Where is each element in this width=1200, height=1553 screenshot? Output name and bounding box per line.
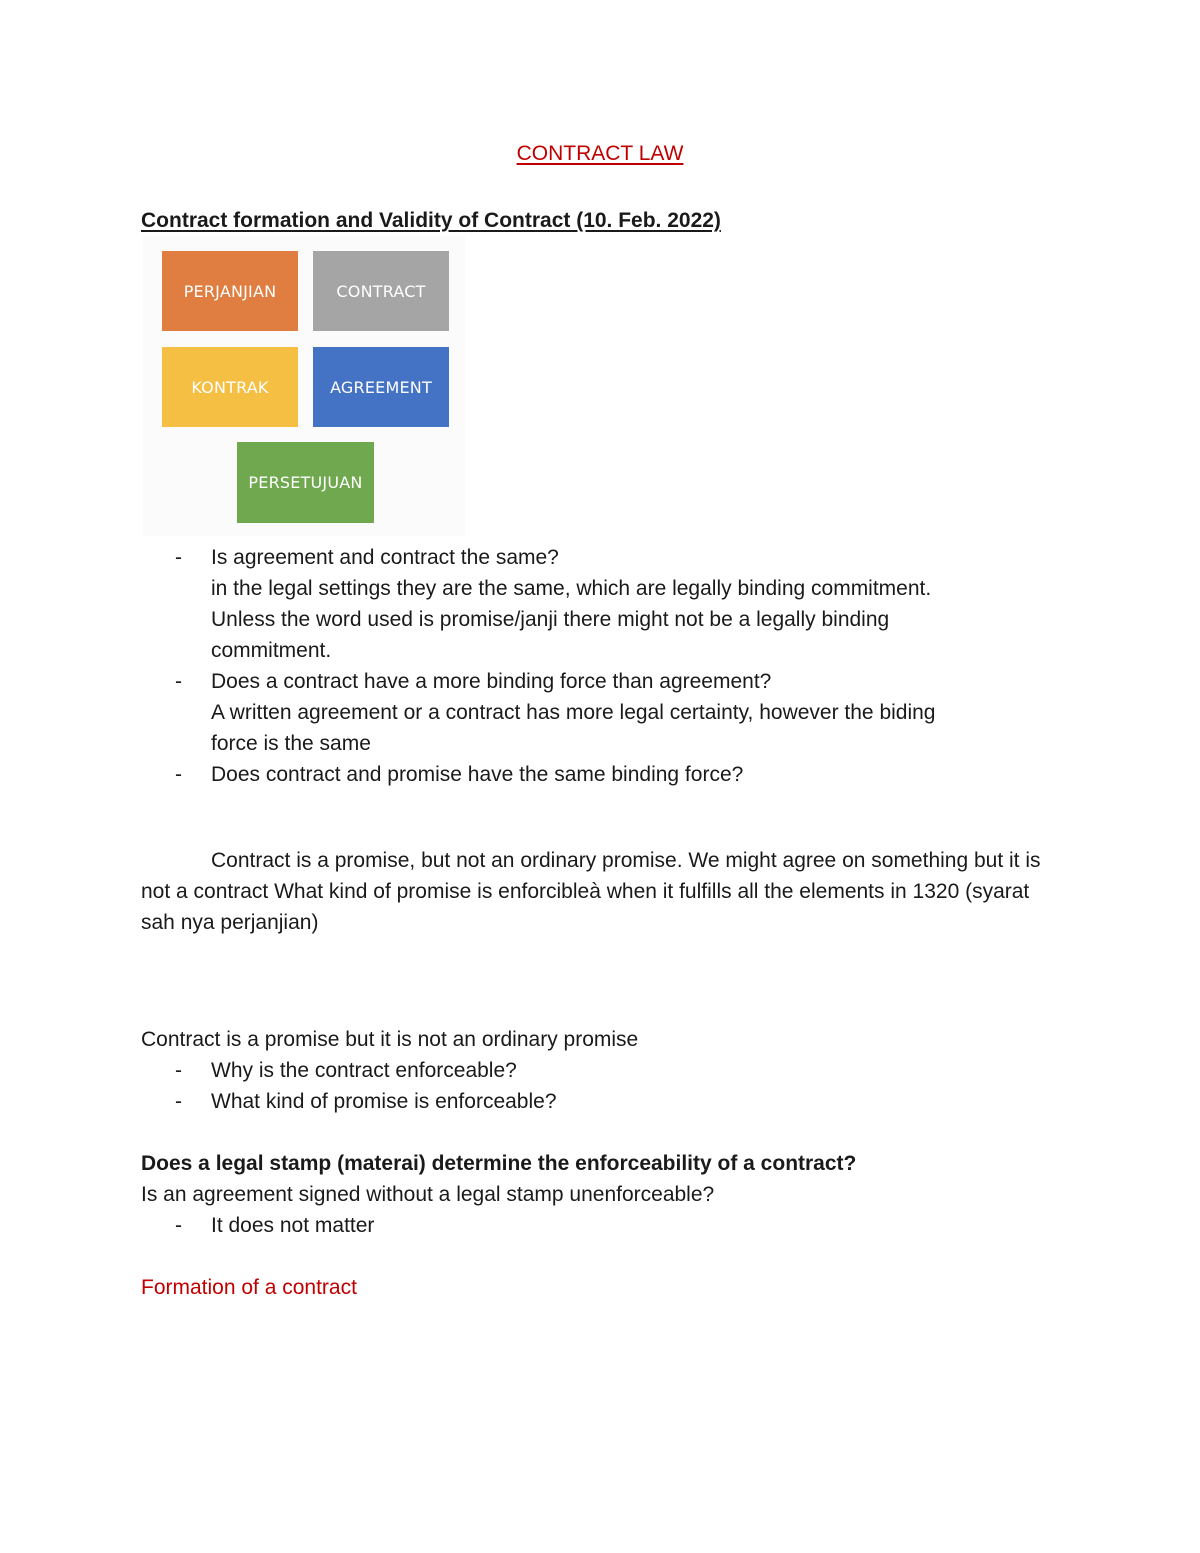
list-item-text: Why is the contract enforceable? [211,1059,517,1082]
formation-heading: Formation of a contract [141,1276,357,1299]
terms-diagram [143,236,465,536]
diagram-box-contract: CONTRACT [313,251,449,331]
paragraph-ordinary-promise: Contract is a promise but it is not an ordinary promise [141,1028,639,1051]
question-list [141,542,1051,790]
question-text: Is agreement and contract the same? [211,546,559,569]
answer-line: Unless the word used is promise/janji there might not be a legally binding [211,608,890,631]
answer-line: A written agreement or a contract has more legal certainty, however the biding [211,701,936,724]
bullet-dash: - [175,1059,182,1082]
diagram-box-perjanjian: PERJANJIAN [162,251,298,331]
answer-line: in the legal settings they are the same, which are legally binding commitment. [211,577,932,600]
answer-line: commitment. [211,639,332,662]
list-item [141,759,1051,790]
bullet-dash: - [175,670,182,693]
list-item [141,1210,1051,1241]
section-heading: Contract formation and Validity of Contract (10. Feb. 2022) [141,209,721,232]
stamp-heading: Does a legal stamp (materai) determine the enforceability of a contract? [141,1152,857,1175]
paragraph-contract-promise: Contract is a promise, but not an ordinary promise. We might agree on something but it is not a contract What kind of promise is enforcibleà when it fulfills all the elements in 1320 (syarat sah nya perjanjian) [141,849,1041,934]
list-item [141,542,1051,666]
stamp-question: Is an agreement signed without a legal stamp unenforceable? [141,1183,715,1206]
answer-line: force is the same [211,732,371,755]
bullet-dash: - [175,1090,182,1113]
list-item-text: What kind of promise is enforceable? [211,1090,557,1113]
question-text: Does a contract have a more binding force than agreement? [211,670,772,693]
question-text: Does contract and promise have the same binding force? [211,763,744,786]
list-item-text: It does not matter [211,1214,375,1237]
diagram-box-kontrak: KONTRAK [162,347,298,427]
bullet-dash: - [175,763,182,786]
bullet-dash: - [175,1214,182,1237]
list-item [141,666,1051,759]
list-item [141,1055,1051,1086]
diagram-box-persetujuan: PERSETUJUAN [237,442,374,523]
document-title: CONTRACT LAW [516,142,684,165]
stamp-answer-list [141,1210,1051,1241]
enforceability-list [141,1055,1051,1117]
list-item [141,1086,1051,1117]
diagram-box-agreement: AGREEMENT [313,347,449,427]
bullet-dash: - [175,546,182,569]
